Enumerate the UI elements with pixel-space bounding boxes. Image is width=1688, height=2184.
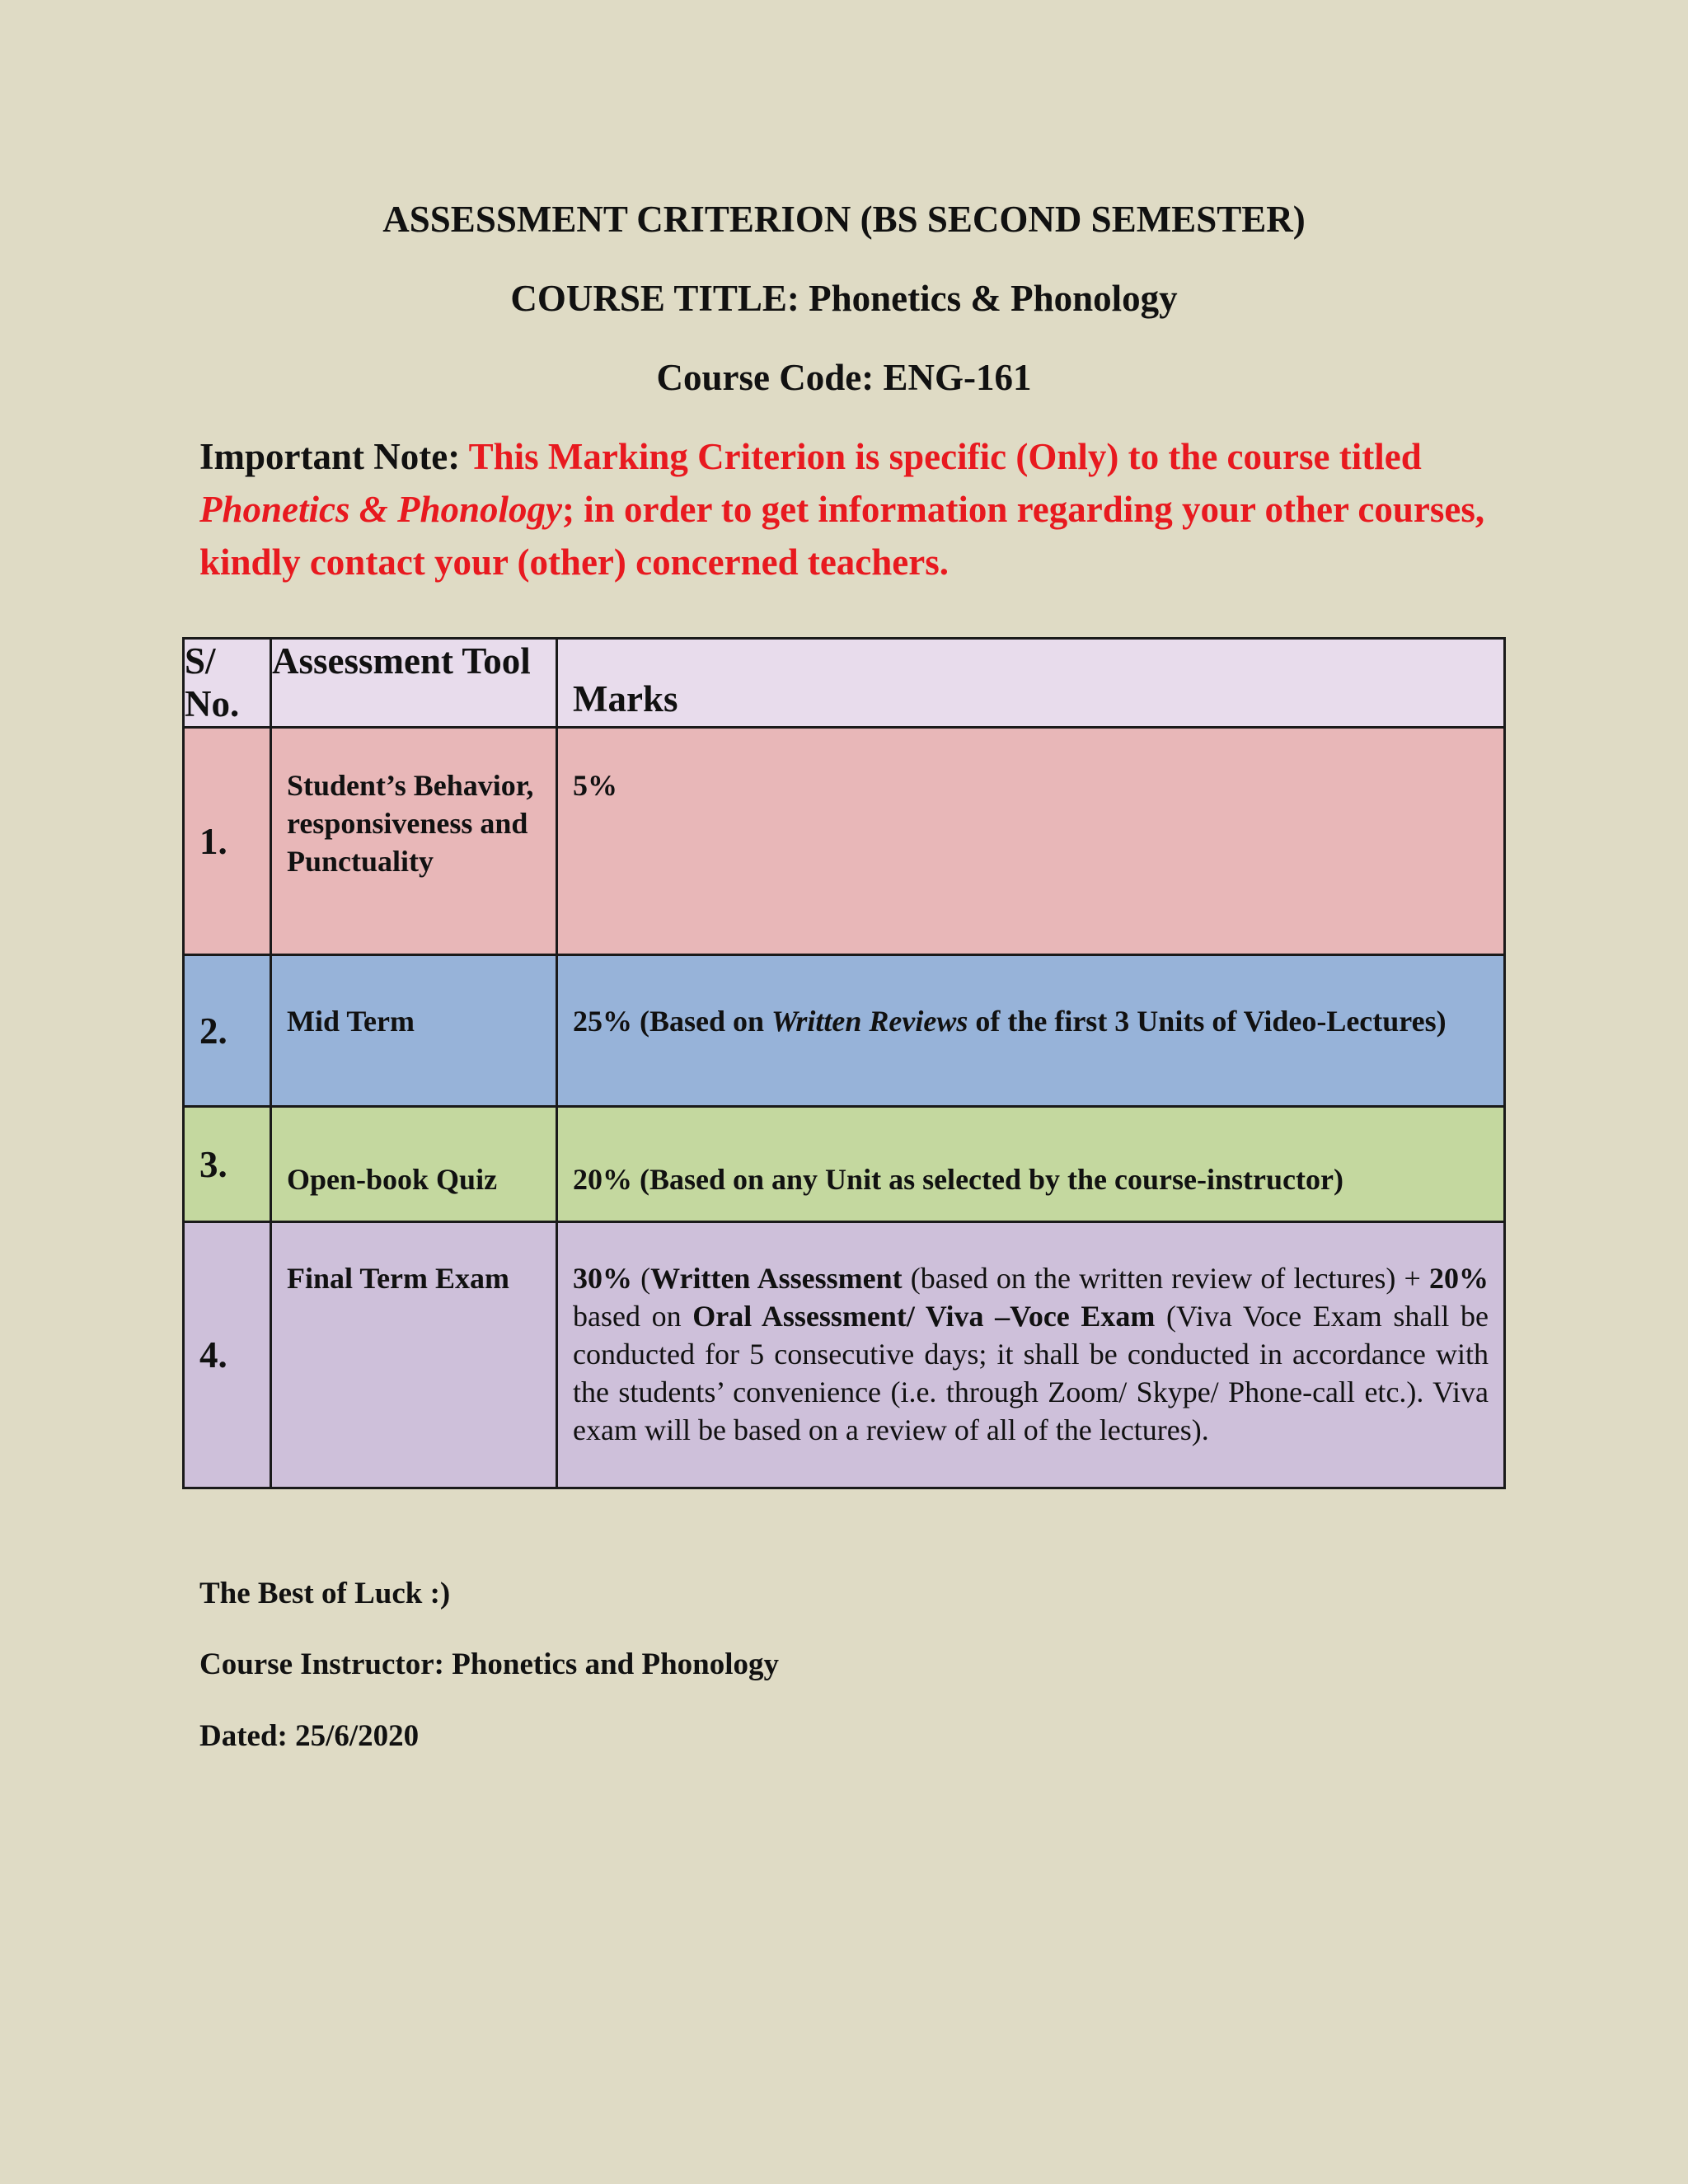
marks-bold: Written Assessment [650, 1262, 903, 1295]
course-title: COURSE TITLE: Phonetics & Phonology [510, 278, 1178, 319]
marks-part: based on [573, 1300, 693, 1333]
note-course-name: Phonetics & Phonology [199, 489, 563, 530]
row-sno: 1. [184, 728, 271, 955]
row-tool: Mid Term [271, 955, 557, 1107]
dated: Dated: 25/6/2020 [199, 1719, 420, 1753]
note-text-2: ; in order to get information regarding your other courses, kindly contact your (other) concerned teachers. [199, 489, 1485, 583]
row-marks [557, 1222, 1505, 1488]
header-sno: S/ No. [184, 639, 271, 728]
row-marks [557, 955, 1505, 1107]
marks-emphasis: Written Reviews [771, 1005, 968, 1038]
assessment-table [182, 637, 1506, 1489]
table-row [184, 1222, 1505, 1488]
table-header-row [184, 639, 1505, 728]
row-marks: 5% [557, 728, 1505, 955]
marks-part: of the first 3 Units of Video-Lectures) [968, 1005, 1447, 1038]
marks-part: (based on the written review of lectures) + [902, 1262, 1429, 1295]
table-row [184, 955, 1505, 1107]
row-sno: 3. [184, 1107, 271, 1222]
note-label: Important Note: [199, 436, 461, 477]
row-tool: Student’s Behavior, responsiveness and Punctuality [271, 728, 557, 955]
course-code: Course Code: ENG-161 [656, 357, 1032, 398]
best-of-luck: The Best of Luck :) [199, 1577, 451, 1610]
table-row [184, 1107, 1505, 1222]
row-sno: 2. [184, 955, 271, 1107]
marks-bold: 20% [1429, 1262, 1489, 1295]
important-note [199, 430, 1518, 588]
row-marks: 20% (Based on any Unit as selected by the course-instructor) [557, 1107, 1505, 1222]
row-tool: Open-book Quiz [271, 1107, 557, 1222]
table-row [184, 728, 1505, 955]
note-text-1: This Marking Criterion is specific (Only) to the course titled [468, 436, 1422, 477]
marks-bold: 30% [573, 1262, 632, 1295]
marks-part: ( [632, 1262, 651, 1295]
marks-bold: Oral Assessment/ Viva –Voce Exam [692, 1300, 1156, 1333]
marks-part: (Viva Voce Exam shall be conducted for 5 consecutive days; it shall be conducted in accordance with the students’ convenience (i.e. through Zoom/ Skype/ Phone-call etc.). Viva exam will be based on a review of all of the lectures). [573, 1300, 1489, 1446]
marks-part: 25% (Based on [573, 1005, 772, 1038]
row-tool: Final Term Exam [271, 1222, 557, 1488]
header-marks: Marks [557, 639, 1505, 728]
course-instructor: Course Instructor: Phonetics and Phonology [199, 1647, 780, 1681]
document-title: ASSESSMENT CRITERION (BS SECOND SEMESTER) [382, 199, 1306, 240]
header-tool: Assessment Tool [271, 639, 557, 728]
row-sno: 4. [184, 1222, 271, 1488]
